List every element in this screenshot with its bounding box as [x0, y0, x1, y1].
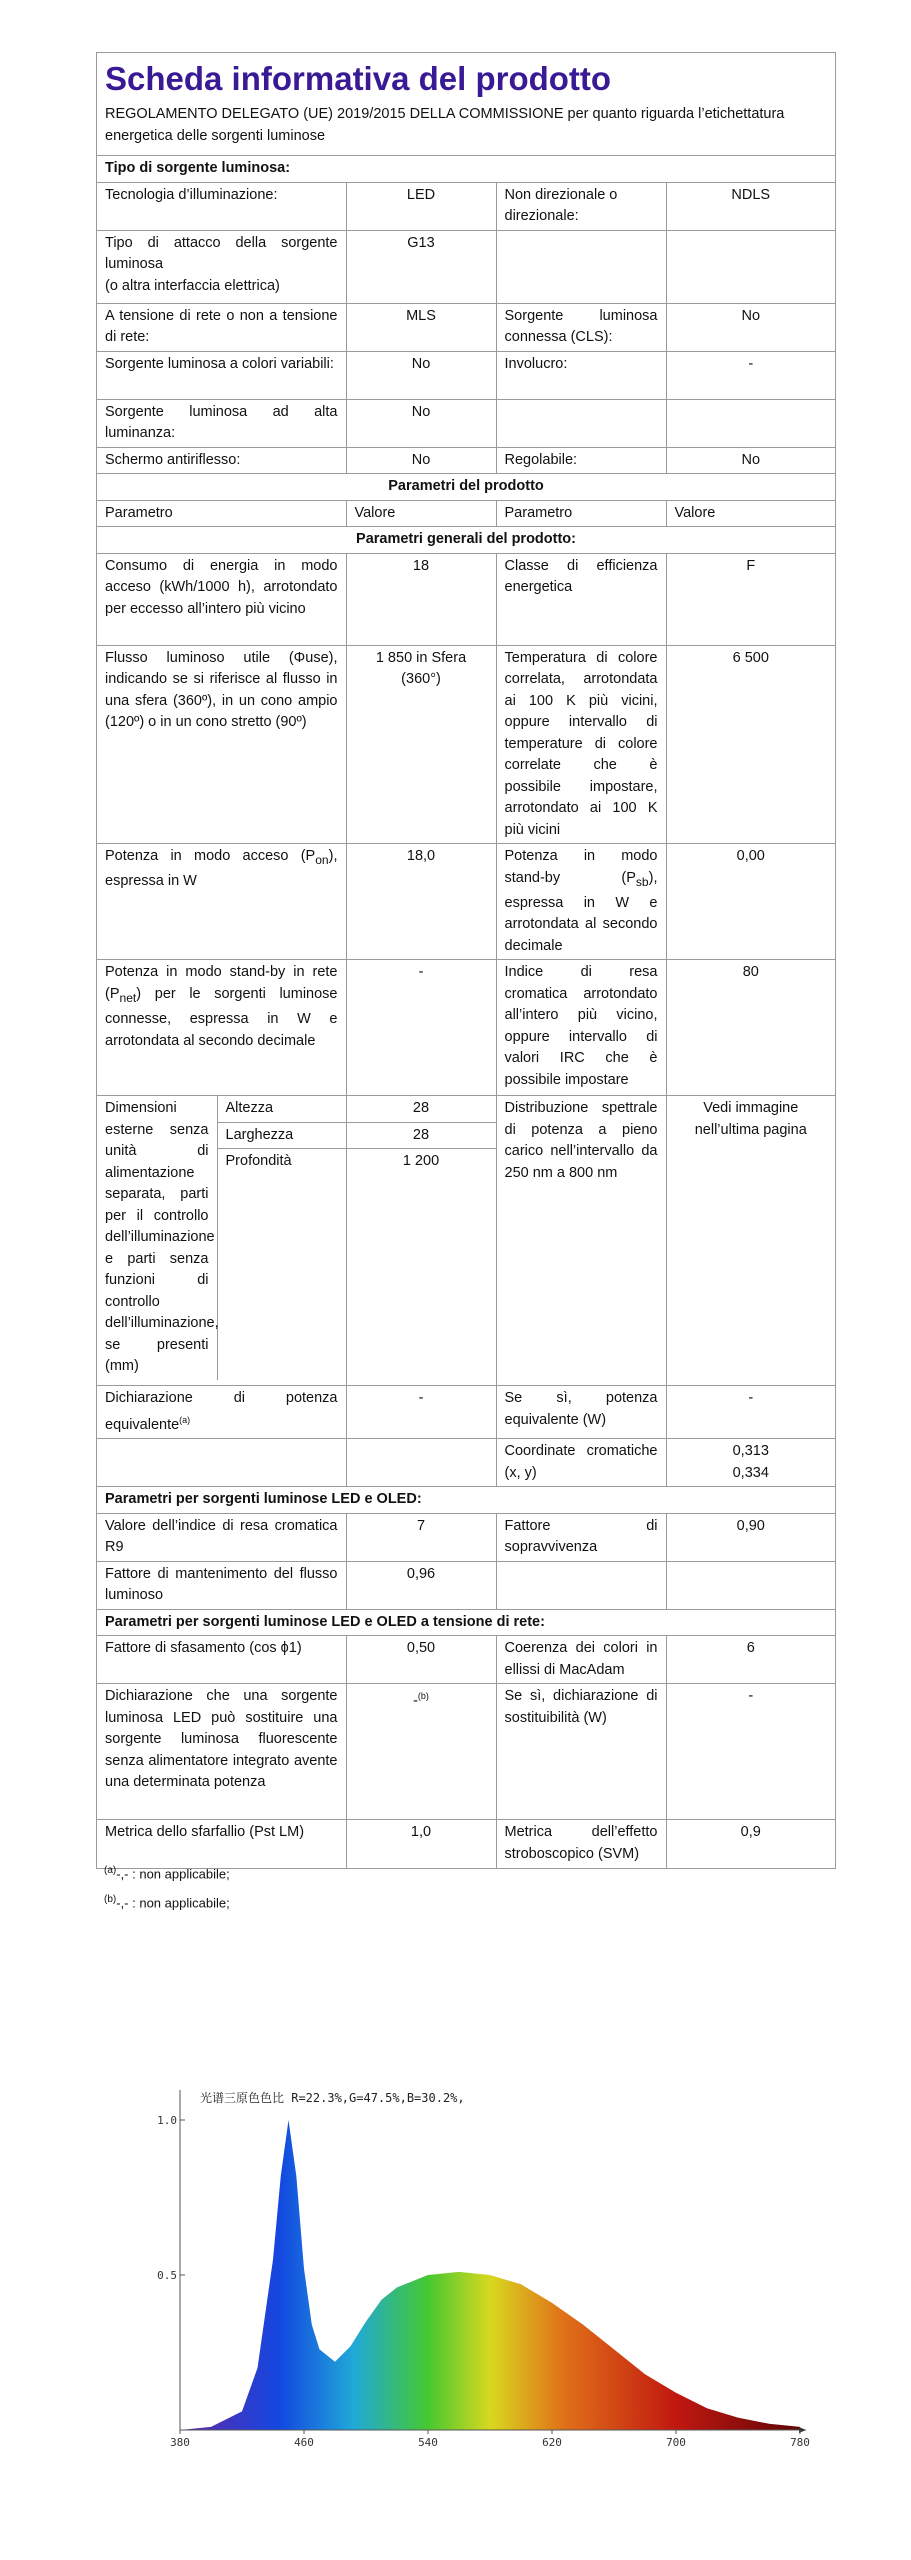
tech-value: LED: [346, 182, 496, 230]
cri-label: Indice di resa cromatica arrotondato all’intero più vicino, oppure intervallo di valori IRC che è possibile impostare: [496, 960, 666, 1096]
strobo-value: 0,9: [666, 1820, 835, 1868]
dimmable-label: Regolabile:: [496, 447, 666, 474]
empty-cell: [666, 399, 835, 447]
y-tick-label: 1.0: [157, 2114, 177, 2127]
replace-value: -$^{(b)}$: [346, 1684, 496, 1820]
height-label: Altezza: [217, 1096, 346, 1122]
pon-value: 18,0: [346, 844, 496, 960]
mains-label: A tensione di rete o non a tensione di rete:: [97, 303, 346, 351]
empty-cell: [346, 1439, 496, 1487]
survival-value: 0,90: [666, 1513, 835, 1561]
x-tick-label: 460: [294, 2436, 314, 2449]
spectrum-chart: [140, 2080, 820, 2460]
cap-label: Tipo di attacco della sorgente luminosa: [105, 234, 338, 272]
chroma-x: 0,313: [732, 1443, 769, 1460]
chart-title: 光谱三原色色比 R=22.3%,G=47.5%,B=30.2%,: [200, 2091, 465, 2105]
col-header-param: Parametro: [97, 500, 346, 527]
replace-w-value: -: [666, 1684, 835, 1820]
survival-label: Fattore di sopravvivenza: [496, 1513, 666, 1561]
cap-cell: [97, 230, 346, 303]
plot-area: [157, 2090, 810, 2449]
x-tick-label: 540: [418, 2436, 438, 2449]
empty-cell: [496, 399, 666, 447]
cls-value: No: [666, 303, 835, 351]
dimmable-value: No: [666, 447, 835, 474]
flicker-value: 1,0: [346, 1820, 496, 1868]
x-tick-label: 700: [666, 2436, 686, 2449]
cri-value: 80: [666, 960, 835, 1096]
maint-label: Fattore di mantenimento del flusso luminoso: [97, 1561, 346, 1609]
chroma-value: [666, 1439, 835, 1487]
colour-label: Sorgente luminosa a colori variabili:: [97, 351, 346, 399]
equiv-value: -: [346, 1386, 496, 1439]
r9-value: 7: [346, 1513, 496, 1561]
colour-value: No: [346, 351, 496, 399]
cap-note: (o altra interfaccia elettrica): [105, 277, 280, 294]
tech-label: Tecnologia d’illuminazione:: [97, 182, 346, 230]
strobo-label: Metrica dell’effetto stroboscopico (SVM): [496, 1820, 666, 1868]
class-label: Classe di efficienza energetica: [496, 553, 666, 645]
product-info-sheet: [96, 52, 836, 1869]
cct-label: Temperatura di colore correlata, arrotondata ai 100 K più vicini, oppure intervallo di temperature di colore correlate che è possibile impostare, arrotondato ai 100 K più vicini: [496, 645, 666, 844]
envelope-value: -: [666, 351, 835, 399]
col-header-param: Parametro: [496, 500, 666, 527]
sheet-header: [97, 53, 835, 156]
empty-cell: [496, 1561, 666, 1609]
dimensions-values-cell: [346, 1096, 496, 1386]
glare-value: No: [346, 447, 496, 474]
macadam-value: 6: [666, 1636, 835, 1684]
x-tick-label: 620: [542, 2436, 562, 2449]
equiv-w-value: -: [666, 1386, 835, 1439]
page-title: Scheda informativa del prodotto: [105, 60, 612, 97]
depth-value: 1 200: [402, 1153, 440, 1170]
section-led-params: Parametri per sorgenti luminose LED e OLED:: [97, 1487, 835, 1514]
glare-label: Schermo antiriflesso:: [97, 447, 346, 474]
flux-value: 1 850 in Sfera (360°): [346, 645, 496, 844]
footnote-a: $^{(a)}$-,- : non applicabile;: [104, 1865, 230, 1882]
section-source-type: Tipo di sorgente luminosa:: [97, 156, 835, 182]
width-value: 28: [347, 1122, 496, 1149]
empty-cell: [666, 230, 835, 303]
col-header-value: Valore: [666, 500, 835, 527]
chroma-label: Coordinate cromatiche (x, y): [496, 1439, 666, 1487]
envelope-label: Involucro:: [496, 351, 666, 399]
macadam-label: Coerenza dei colori in ellissi di MacAdam: [496, 1636, 666, 1684]
mains-value: MLS: [346, 303, 496, 351]
pnet-label: Potenza in modo stand-by in rete $(P_{net})$ per le sorgenti luminose connesse, espressa in W e arrotondata al secondo decimale: [97, 960, 346, 1096]
height-value: 28: [347, 1096, 496, 1122]
empty-cell: [666, 1561, 835, 1609]
x-tick-label: 780: [790, 2436, 810, 2449]
class-value: F: [666, 553, 835, 645]
y-tick-label: 0.5: [157, 2269, 177, 2282]
footnote-b: $^{(b)}$-,- : non applicabile;: [104, 1894, 230, 1911]
dimensions-table: [97, 1096, 346, 1380]
equiv-w-label: Se sì, potenza equivalente (W): [496, 1386, 666, 1439]
depth-label: Profondità: [217, 1149, 346, 1175]
section-product-params: Parametri del prodotto: [97, 474, 835, 501]
spectrum-svg: [140, 2080, 820, 2460]
directional-label: Non direzionale o direzionale:: [496, 182, 666, 230]
info-table: [97, 156, 835, 1868]
cls-label: Sorgente luminosa connessa (CLS):: [496, 303, 666, 351]
spd-label: Distribuzione spettrale di potenza a pieno carico nell’intervallo da 250 nm a 800 nm: [496, 1096, 666, 1386]
dimensions-cell: [97, 1096, 346, 1386]
section-led-mains-params: Parametri per sorgenti luminose LED e OLED a tensione di rete:: [97, 1609, 835, 1636]
replace-w-label: Se sì, dichiarazione di sostituibilità (W): [496, 1684, 666, 1820]
empty-cell: [496, 230, 666, 303]
high-lum-value: No: [346, 399, 496, 447]
energy-value: 18: [346, 553, 496, 645]
phase-value: 0,50: [346, 1636, 496, 1684]
col-header-value: Valore: [346, 500, 496, 527]
psb-value: 0,00: [666, 844, 835, 960]
empty-cell: [217, 1175, 346, 1380]
dim-label: Dimensioni esterne senza unità di alimentazione separata, parti per il controllo dell’illuminazione e parti senza funzioni di controllo dell’illuminazione, se presenti (mm): [97, 1096, 217, 1380]
replace-label: Dichiarazione che una sorgente luminosa LED può sostituire una sorgente luminosa fluorescente senza alimentatore integrato avente una determinata potenza: [97, 1684, 346, 1820]
flicker-label: Metrica dello sfarfallio (Pst LM): [97, 1820, 346, 1868]
equiv-label: Dichiarazione di potenza equivalente$^{(a)}$: [97, 1386, 346, 1439]
psb-label: Potenza in modo stand-by $(P_{sb})$, espressa in W e arrotondata al secondo decimale: [496, 844, 666, 960]
spd-value: Vedi immagine nell’ultima pagina: [666, 1096, 835, 1386]
empty-cell: [97, 1439, 346, 1487]
pon-label: Potenza in modo acceso $(P_{on})$, espressa in W: [97, 844, 346, 960]
spectrum-area: [180, 2120, 800, 2430]
high-lum-label: Sorgente luminosa ad alta luminanza:: [97, 399, 346, 447]
chroma-y: 0,334: [732, 1464, 769, 1481]
cap-value: G13: [346, 230, 496, 303]
maint-value: 0,96: [346, 1561, 496, 1609]
directional-value: NDLS: [666, 182, 835, 230]
dimensions-values: [347, 1096, 496, 1175]
flux-label: Flusso luminoso utile (Φuse), indicando se si riferisce al flusso in una sfera (360º), in un cono ampio (120º) o in un cono stretto (90º): [97, 645, 346, 844]
phase-label: Fattore di sfasamento (cos ϕ1): [97, 1636, 346, 1684]
r9-label: Valore dell’indice di resa cromatica R9: [97, 1513, 346, 1561]
regulation-subtitle: REGOLAMENTO DELEGATO (UE) 2019/2015 DELLA COMMISSIONE per quanto riguarda l’etichettatura energetica delle sorgenti luminose: [105, 106, 785, 144]
cct-value: 6 500: [666, 645, 835, 844]
x-tick-label: 380: [170, 2436, 190, 2449]
footnotes: [104, 1858, 230, 1917]
section-general-params: Parametri generali del prodotto:: [97, 527, 835, 554]
pnet-value: -: [346, 960, 496, 1096]
width-label: Larghezza: [217, 1122, 346, 1149]
energy-label: Consumo di energia in modo acceso (kWh/1000 h), arrotondato per eccesso all’intero più vicino: [97, 553, 346, 645]
